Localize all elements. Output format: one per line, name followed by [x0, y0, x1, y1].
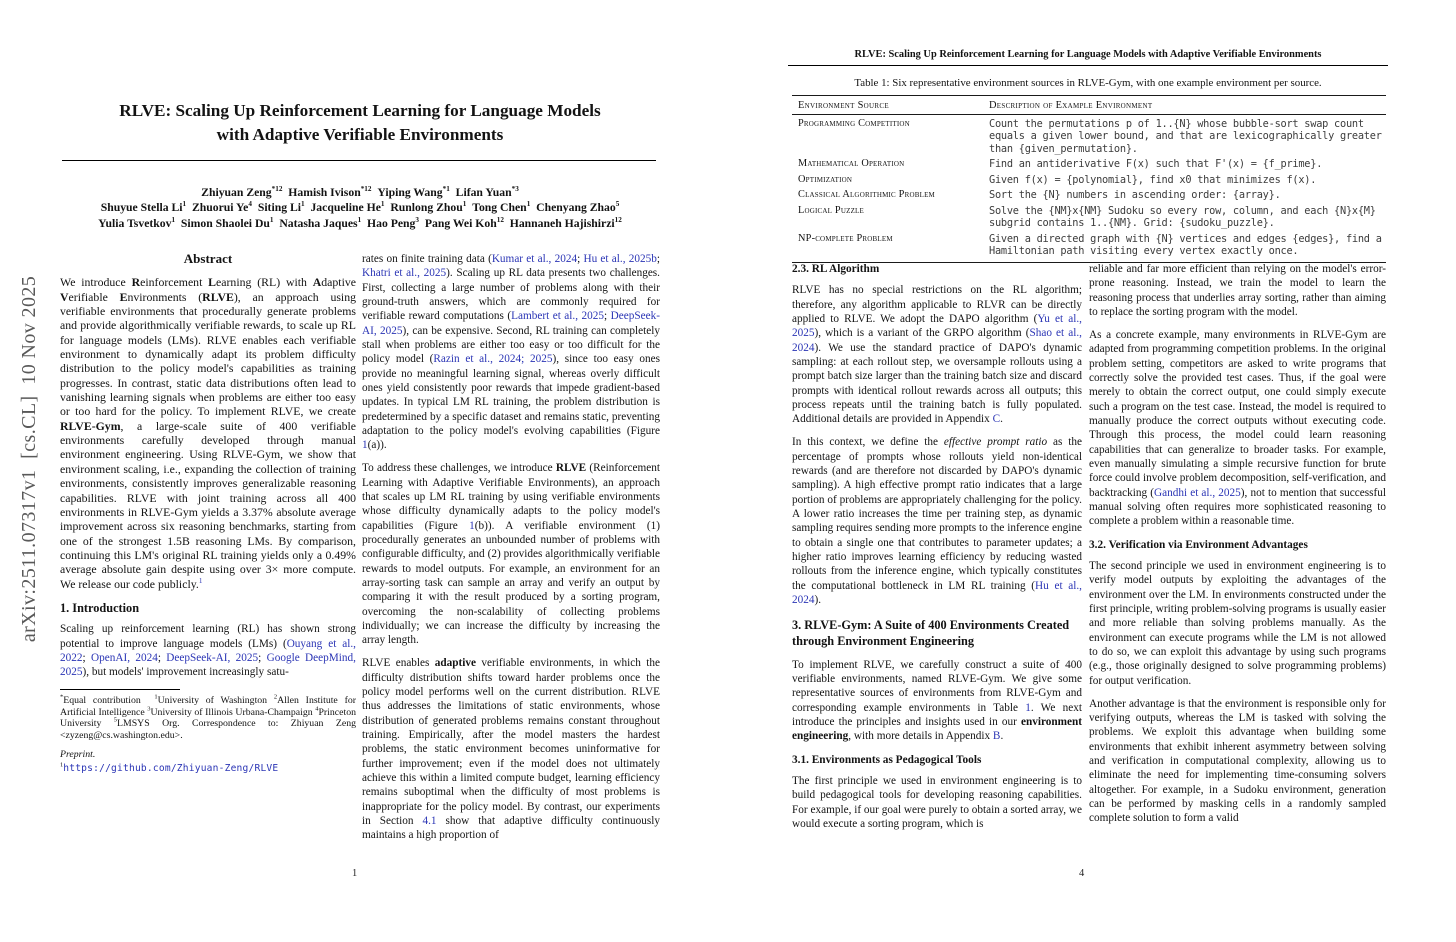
citation-link[interactable]: 1: [198, 576, 203, 585]
text-segment: Siting Li: [251, 201, 302, 215]
env-source-cell: Programming Competition: [798, 118, 910, 130]
table1-caption: Table 1: Six representative environment sources in RLVE-Gym, with one example environment per source.: [854, 77, 1322, 89]
table-row: [792, 203, 1386, 231]
text-segment: 1: [171, 215, 176, 224]
citation-link[interactable]: Kumar et al., 2024: [491, 253, 578, 265]
text-segment: *1: [442, 185, 450, 194]
text-segment: The first principle we used in environment engineering is to build pedagogical tools for developing reasoning capabilities. For example, if our goal were purely to obtain a sorted array, we would execute a sorting program, which is: [792, 775, 1082, 831]
text-segment: ;: [656, 253, 660, 265]
text-segment: erifiable: [68, 289, 120, 304]
text-segment: Hamish Ivison: [282, 186, 361, 199]
section-heading-rl-algorithm: [792, 262, 1082, 276]
footnote-affiliations: [60, 695, 356, 743]
text-segment: V: [60, 289, 69, 304]
citation-link[interactable]: Hu et al., 2024: [792, 579, 1082, 607]
text-segment: In this context, we define the: [792, 436, 944, 449]
paragraph: [792, 283, 1082, 426]
text-segment: ), an approach using verifiable environments that procedurally generate problems and provide algorithmically verifiable rewards, to scale up RL for language models (LMs). RLVE enables each verifiable environment to dynamically adapt its problem difficulty distribution to the policy model's capabilities as training progresses. In contrast, static data distributions often lead to vanishing learning signals when problems are either too easy or too hard for the policy. To implement RLVE, we create: [60, 289, 356, 419]
citation-link[interactable]: Lambert et al., 2025: [511, 310, 605, 323]
env-source-cell: Classical Algorithmic Problem: [798, 189, 935, 201]
text-segment: . We next introduce the principles and insights used in our: [792, 701, 1082, 728]
text-segment: Tong Chen: [466, 201, 527, 215]
page1-column-right: [362, 251, 660, 901]
citation-link[interactable]: OpenAI, 2024: [90, 651, 158, 664]
table-row: [792, 231, 1386, 259]
title-divider-rule: [62, 160, 656, 161]
citation-link[interactable]: Hu et al., 2025b: [583, 253, 657, 265]
text-segment: Abstract: [183, 251, 233, 266]
page4-page-number: 4: [1079, 868, 1085, 879]
text-segment: E: [119, 289, 128, 304]
env-description-cell: Given a directed graph with {N} vertices and edges {edges}, find a Hamiltonian path visiting every vertex exactly once.: [989, 232, 1382, 258]
env-description-cell: Given f(x) = {polynomial}, find x0 that minimizes f(x).: [989, 173, 1317, 186]
citation-link[interactable]: 1: [469, 519, 475, 532]
text-segment: , a large-scale suite of 400 verifiable environments carefully developed through manual environment engineering. Using RLVE-Gym, we show that environment scaling, i.e., expanding the collection of training environments, consistently improves generalizable reasoning capabilities. RLVE with joint training across all 400 environments in RLVE-Gym yields a 3.37% absolute average improvement across six reasoning benchmarks, starting from one of the strongest 1.5B reasoning LMs. By comparison, continuing this LM's original RL training yields only a 0.49% average absolute gain despite using over 3× more compute. We release our code publicly.: [60, 418, 356, 591]
section-heading-pedagogical-tools: [792, 753, 1082, 767]
text-segment: 12: [614, 215, 622, 224]
text-segment: environment engineering: [792, 715, 1082, 743]
table-row: [792, 172, 1386, 188]
running-header: RLVE: Scaling Up Reinforcement Learning for Language Models with Adaptive Verifiable Environments: [854, 49, 1322, 60]
text-segment: Preprint.: [60, 749, 96, 761]
text-segment: Hannaneh Hajishirzi: [503, 216, 615, 230]
text-segment: 1: [154, 693, 158, 701]
abstract-paragraph: [60, 275, 356, 591]
text-segment: .: [1000, 413, 1003, 426]
section-heading-introduction: [60, 601, 356, 615]
text-segment: 3.2. Verification via Environment Advantages: [1089, 538, 1308, 551]
text-segment: Equal contribution: [63, 694, 155, 706]
text-segment: effective prompt ratio: [943, 436, 1048, 449]
citation-link[interactable]: Ouyang et al., 2022: [60, 637, 356, 664]
text-segment: 3. RLVE-Gym: A Suite of 400 Environments Created through Environment Engineering: [792, 618, 1070, 648]
text-segment: 4: [248, 200, 252, 209]
table1-header-row: [792, 96, 1386, 115]
text-segment: ), since too easy ones provide no meaningful learning signal, whereas overly difficult ones yield consistently poor rewards that impede gradient-based updates. In typical LM RL training, the problem distribution is predetermined by a specific dataset and remains static, preventing adaptation to the policy model's evolving capabilities (Figure: [362, 353, 660, 438]
table1-header-description: Description of Example Environment: [989, 99, 1153, 111]
text-segment: To implement RLVE, we carefully construct a suite of 400 verifiable environments, named RLVE-Gym. We give some representative sources of environments from RLVE-Gym and corresponding example environments in Table: [792, 658, 1082, 714]
text-segment: 3: [415, 215, 419, 224]
text-segment: R: [131, 275, 141, 290]
text-segment: (b)). A verifiable environment (1) procedurally generates an unbounded number of problems with configurable difficulty, and (2) provides algorithmically verifiable rewards to model outputs. For example, an environment for an array-sorting task can sample an array and verify an output by comparing it with the result produced by a sorting program, overcoming the non-scalability of collecting problems individually; we can increase the difficulty by increasing the array length.: [362, 519, 660, 647]
text-segment: The second principle we used in environment engineering is to verify model outputs by exploiting the advantages of the environment over the LM. In environments constructed under the first principle, writing problem-solving programs is usually easier and more reliable than solving problems manually. As the environment can execute programs while the LM is not allowed to do so, we can exploit this advantage by using such programs (e.g., those originally designed to solve programming problems) for output verification.: [1089, 560, 1386, 687]
text-segment: ;: [604, 310, 611, 323]
text-segment: daptive: [321, 275, 356, 290]
paper-title-line2: with Adaptive Verifiable Environments: [216, 125, 504, 144]
text-segment: 1: [357, 215, 362, 224]
text-segment: as the percentage of prompts whose rollouts yield non-identical rewards (and are therefore not discarded by DAPO's dynamic sampling). A high effective prompt ratio indicates that a large portion of problems are appropriately challenging for the policy. A lower ratio increases the time per training step, as dynamic sampling requires sending more prompts to the inference engine to obtain a single one that contributes to parameter updates; a higher ratio improves learning efficiency by reducing wasted rollouts from the inference engine, which typically constitutes the computational bottleneck in LM RL training (: [792, 436, 1082, 592]
citation-link[interactable]: 4.1: [422, 815, 437, 828]
text-segment: 1: [269, 215, 274, 224]
env-source-cell: NP-complete Problem: [798, 232, 893, 244]
text-segment: Allen Institute for Artificial Intelligence: [60, 694, 356, 718]
text-segment: 2.3. RL Algorithm: [792, 263, 880, 275]
arxiv-watermark: arXiv:2511.07317v1 [cs.CL] 10 Nov 2025: [18, 275, 40, 643]
text-segment: 2: [273, 693, 278, 701]
text-segment: LMSYS Org. Correspondence to: Zhiyuan Zeng <zyzeng@cs.washington.edu>.: [60, 718, 356, 742]
text-segment: RLVE has no special restrictions on the RL algorithm; therefore, any algorithm applicable to RLVR can be directly applied to RLVE. We adopt the DAPO algorithm (: [792, 284, 1082, 326]
text-segment: Another advantage is that the environment is responsible only for verifying outputs, whereas the LM is tasked with solving the problems. We exploit this advantage when building some environments that exhibit inherent asymmetry between solving and verification in computational complexity, allowing us to eliminate the need for implementing time-consuming solvers altogether. For example, in a Sudoku environment, generation can be performed by masking cells in a randomly sampled complete solution to form a valid: [1089, 697, 1386, 825]
paragraph: [362, 461, 660, 647]
table1: [792, 95, 1386, 263]
table1-header-source: Environment Source: [798, 99, 889, 111]
text-segment: Yiping Wang: [371, 186, 443, 199]
text-segment: earning (RL) with: [216, 275, 313, 290]
citation-link[interactable]: Khatri et al., 2025: [362, 267, 447, 280]
citation-link[interactable]: https://github.com/Zhiyuan-Zeng/RLVE: [63, 763, 279, 775]
env-source-cell: Logical Puzzle: [798, 204, 864, 216]
text-segment: ), which is a variant of the GRPO algorithm (: [814, 327, 1030, 340]
text-segment: ), but models' improvement increasingly satu-: [82, 666, 289, 679]
paragraph: [1089, 697, 1386, 826]
text-segment: Natasha Jaques: [273, 216, 358, 230]
text-segment: A: [312, 275, 322, 290]
footnote-code-link: [60, 763, 356, 775]
text-segment: RLVE-Gym: [60, 418, 121, 433]
citation-link[interactable]: B: [992, 730, 1001, 743]
text-segment: *12: [271, 185, 283, 194]
paragraph: [792, 435, 1082, 607]
table1-body: [792, 115, 1386, 262]
text-segment: ;: [82, 651, 91, 664]
text-segment: rates on finite training data (: [362, 253, 492, 265]
paragraph: [362, 252, 660, 453]
text-segment: nvironments (: [127, 289, 203, 304]
citation-link[interactable]: Razin et al., 2024; 2025: [433, 353, 553, 366]
text-segment: Scaling up reinforcement learning (RL) has shown strong potential to improve language models (LMs) (: [60, 623, 356, 650]
citation-link[interactable]: Gandhi et al., 2025: [1153, 486, 1241, 499]
text-segment: Hao Peng: [361, 216, 416, 230]
text-segment: 1: [380, 200, 385, 209]
text-segment: RLVE: [555, 462, 587, 475]
text-segment: *12: [360, 185, 372, 194]
text-segment: RLVE: [202, 289, 234, 304]
env-description-cell: Solve the {NM}x{NM} Sudoku so every row, column, and each {N}x{M} subgrid contains 1..{NM}. Grid: {sudoku_puzzle}.: [989, 204, 1376, 230]
text-segment: 3: [147, 705, 151, 713]
text-segment: Princeton University: [60, 706, 356, 730]
text-segment: Zhuorui Ye: [186, 201, 249, 215]
text-segment: Simon Shaolei Du: [175, 216, 270, 230]
env-source-cell: Mathematical Operation: [798, 158, 905, 170]
text-segment: einforcement: [140, 275, 209, 290]
text-segment: Runlong Zhou: [384, 201, 463, 215]
table-row: [792, 117, 1386, 157]
citation-link[interactable]: 1: [362, 439, 368, 452]
text-segment: University of Illinois Urbana-Champaign: [150, 706, 316, 718]
citation-link[interactable]: Shao et al., 2024: [792, 327, 1082, 354]
paper-title-line1: RLVE: Scaling Up Reinforcement Learning for Language Models: [119, 101, 601, 120]
citation-link[interactable]: Google DeepMind, 2025: [60, 651, 356, 679]
text-segment: Jacqueline He: [304, 201, 381, 215]
text-segment: Chenyang Zhao: [530, 201, 616, 215]
text-segment: .: [1000, 730, 1004, 743]
text-segment: *: [60, 693, 64, 701]
text-segment: We introduce: [60, 275, 132, 290]
text-segment: 1: [182, 200, 187, 209]
text-segment: University of Washington: [157, 694, 274, 706]
section-heading-verification-advantages: [1089, 538, 1386, 552]
text-segment: 1. Introduction: [60, 600, 140, 615]
author-line: [30, 216, 690, 231]
text-segment: (a)).: [367, 439, 387, 452]
paragraph: [792, 774, 1082, 831]
page1-column-left: [60, 251, 356, 901]
env-description-cell: Sort the {N} numbers in ascending order: {array}.: [989, 189, 1281, 202]
author-line: [30, 185, 690, 200]
paragraph: [60, 622, 356, 679]
text-segment: 1: [526, 200, 531, 209]
text-segment: Pang Wei Koh: [419, 216, 497, 230]
text-segment: To address these challenges, we introduce: [362, 462, 556, 475]
paragraph: [792, 658, 1082, 744]
text-segment: (Reinforcement Learning with Adaptive Verifiable Environments), an approach that scales up LM RL training by using verifiable environments whose difficulty dynamically adapts to the policy model's capabilities (Figure: [362, 462, 660, 532]
text-segment: Zhiyuan Zeng: [201, 186, 272, 199]
text-segment: ;: [577, 253, 584, 265]
citation-link[interactable]: DeepSeek-AI, 2025: [362, 310, 660, 337]
text-segment: Lifan Yuan: [449, 186, 512, 199]
text-segment: ). Scaling up RL data presents two challenges. First, collecting a large number of problems along with their ground-truth answers, which are commonly required for verifiable reward computations (: [362, 267, 660, 323]
citation-link[interactable]: C: [992, 413, 1001, 426]
paragraph: [1089, 328, 1386, 529]
text-segment: L: [208, 275, 217, 290]
text-segment: ), can be expensive. Second, RL training can completely stall when problems are either too easy or too difficult for the policy model (: [362, 324, 660, 366]
text-segment: reliable and far more efficient than relying on the model's error-prone reasoning. Instead, we train the model to learn the reasoning process that underlies array sorting, rather than aiming to replace the sorting program with the model.: [1089, 263, 1386, 319]
text-segment: adaptive: [434, 657, 477, 670]
text-segment: ;: [157, 651, 167, 664]
preprint-note: [60, 749, 356, 761]
page1-page-number: 1: [352, 868, 358, 879]
text-segment: 5: [113, 717, 118, 725]
text-segment: 12: [496, 215, 504, 224]
text-segment: As a concrete example, many environments in RLVE-Gym are adapted from programming competition problems. In the original problem setting, competitors are asked to write programs that correctly solve the provided test cases. Thus, if the goal were merely to obtain the correct output, one could simply execute such a program on the test case. Instead, the model is required to manually produce the correct outputs without executing code. Through this process, the model could learn reasoning capabilities that can generalize to broader tasks. For example, even manually simulating a simple recursive function for brute force could involve problem decomposition, self-verification, and backtracking (: [1089, 328, 1386, 499]
citation-link[interactable]: 1: [1025, 701, 1031, 714]
citation-link[interactable]: Yu et al., 2025: [792, 313, 1082, 340]
env-description-cell: Find an antiderivative F(x) such that F'(x) = {f_prime}.: [989, 158, 1323, 171]
page4-column-right: [1089, 261, 1386, 881]
text-segment: ), not to mention that successful manual solving often requires more sophisticated reasoning to complete a problem within a reasonable time.: [1089, 486, 1386, 528]
paragraph: [362, 656, 660, 842]
text-segment: ). We use the standard practice of DAPO's dynamic sampling: at each rollout step, we oversample rollouts using a prompt batch size larger than the training batch size and discard prompts with identical rollout rewards across all outputs; this process repeats until the training batch is fully populated. Additional details are provided in Appendix: [792, 341, 1082, 426]
text-segment: 1: [462, 200, 467, 209]
text-segment: verifiable environments, in which the difficulty distribution shifts toward harder problems once the policy model performs well on the current distribution. RLVE thus addresses the limitations of static environments, whose distribution of generated problems remains constant throughout training. Empirically, after the model masters the hardest problems, the static environment becomes uninformative for further improvement; even if the model does not ultimately achieve this within a limited compute budget, learning efficiency remains suboptimal when the difficulty of most problems is inappropriate for the policy model. By contrast, our experiments in Section: [362, 657, 660, 828]
footnote-rule: [60, 689, 180, 690]
author-list: [30, 185, 690, 231]
author-line: [30, 200, 690, 215]
text-segment: ;: [258, 651, 267, 664]
text-segment: ).: [814, 594, 822, 607]
text-segment: 1: [60, 761, 64, 769]
page4-column-left: [792, 261, 1085, 881]
abstract-heading: [60, 252, 356, 266]
text-segment: , with more details in Appendix: [848, 730, 993, 743]
text-segment: 1: [301, 200, 305, 209]
section-heading-rlve-gym: [792, 618, 1082, 649]
paper-title: [60, 99, 660, 147]
text-segment: *3: [511, 185, 519, 194]
text-segment: Yulia Tsvetkov: [98, 216, 172, 230]
env-source-cell: Optimization: [798, 173, 853, 185]
text-segment: RLVE enables: [362, 657, 435, 670]
table-row: [792, 188, 1386, 204]
text-segment: 4: [315, 705, 319, 713]
env-description-cell: Count the permutations p of 1..{N} whose bubble-sort swap count equals a given lower bound, and that are lexicographically greater than {given_permutation}.: [989, 118, 1382, 155]
text-segment: 3.1. Environments as Pedagogical Tools: [792, 753, 982, 766]
text-segment: show that adaptive difficulty continuously maintains a high proportion of: [362, 815, 660, 842]
table-row: [792, 157, 1386, 173]
text-segment: Shuyue Stella Li: [100, 201, 183, 215]
paragraph: [1089, 559, 1386, 688]
running-header-rule: [788, 65, 1388, 66]
citation-link[interactable]: DeepSeek-AI, 2025: [166, 651, 259, 664]
paragraph: [1089, 262, 1386, 319]
text-segment: 5: [615, 200, 620, 209]
